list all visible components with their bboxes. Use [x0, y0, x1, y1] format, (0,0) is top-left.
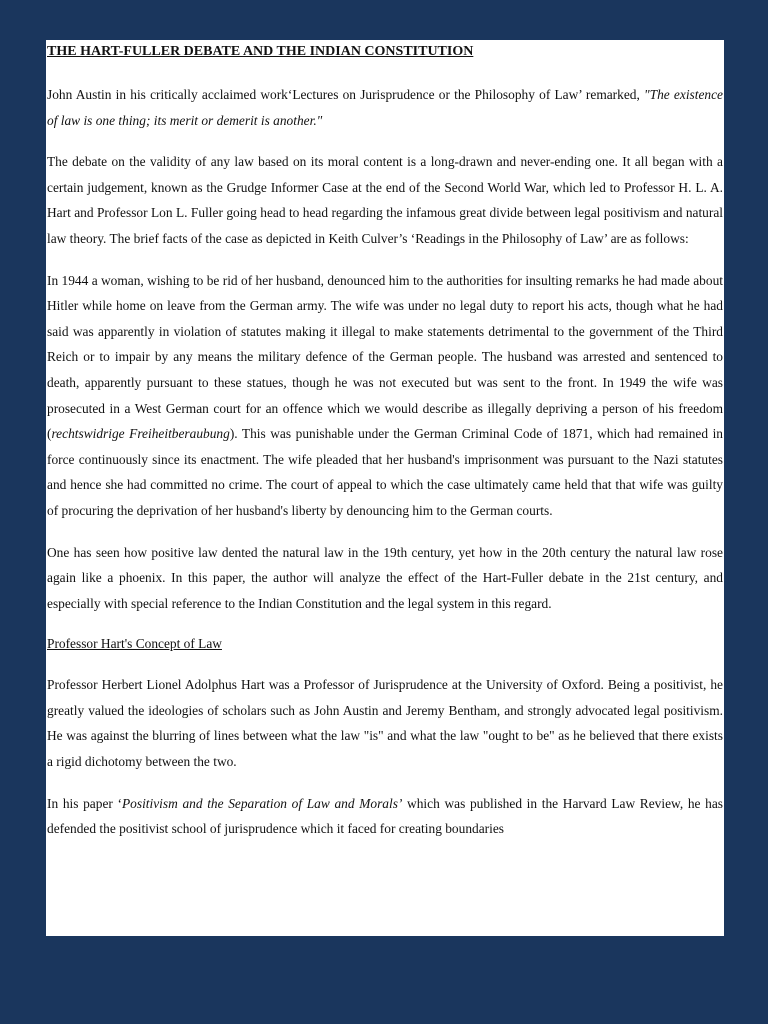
- section-heading-hart: Professor Hart's Concept of Law: [47, 636, 222, 652]
- paragraph-austin-text: John Austin in his critically acclaimed work‘Lectures on Jurisprudence or the Philosophy of Law’ remarked,: [47, 87, 645, 102]
- case-facts-text-b: ). This was punishable under the German Criminal Code of 1871, which had remained in force continuously since its enactment. The wife pleaded that her husband's imprisonment was pursuant to the Nazi statutes and hence she had committed no crime. The court of appeal to which the case ultimately came held that that wife was guilty of procuring the deprivation of her husband's liberty by denouncing him to the German courts.: [47, 426, 723, 518]
- paragraph-case-facts: [47, 268, 723, 524]
- paragraph-austin: [47, 82, 723, 133]
- paragraph-phoenix: One has seen how positive law dented the natural law in the 19th century, yet how in the 20th century the natural law rose again like a phoenix. In this paper, the author will analyze the effect of the Hart-Fuller debate in the 21st century, and especially with special reference to the Indian Constitution and the legal system in this regard.: [47, 544, 723, 611]
- case-facts-german-term: rechtswidrige Freiheitberaubung: [51, 426, 230, 442]
- austin-quote: "The existence of law is one thing; its merit or demerit is another.": [47, 87, 723, 128]
- paragraph-debate-intro: The debate on the validity of any law based on its moral content is a long-drawn and never-ending one. It all began with a certain judgement, known as the Grudge Informer Case at the end of the Second World War, which led to Professor H. L. A. Hart and Professor Lon L. Fuller going head to head regarding the infamous great divide between legal positivism and natural law theory. The brief facts of the case as depicted in Keith Culver’s ‘Readings in the Philosophy of Law’ are as follows:: [47, 154, 723, 246]
- document-title: THE HART-FULLER DEBATE AND THE INDIAN CONSTITUTION: [47, 44, 474, 59]
- paragraph-hart-bio: Professor Herbert Lionel Adolphus Hart was a Professor of Jurisprudence at the University of Oxford. Being a positivist, he greatly valued the ideologies of scholars such as John Austin and Jeremy Bentham, and strongly advocated legal positivism. He was against the blurring of lines between what the law "is" and what the law "ought to be" as he believed that there exists a rigid dichotomy between the two.: [47, 677, 723, 770]
- paragraph-hart-paper: [47, 791, 723, 842]
- hart-paper-title: Positivism and the Separation of Law and Morals’: [121, 795, 403, 811]
- hart-paper-text-b: which was published in the Harvard Law Review, he has defended the positivist school of jurisprudence which it faced for creating boundaries: [47, 795, 723, 837]
- hart-paper-text-a: In his paper ‘: [47, 795, 122, 811]
- document-page: [46, 40, 724, 936]
- case-facts-text-a: In 1944 a woman, wishing to be rid of her husband, denounced him to the authorities for insulting remarks he had made about Hitler while home on leave from the German army. The wife was under no legal duty to report his acts, though what he had said was apparently in violation of statutes making it illegal to make statements detrimental to the government of the Third Reich or to impair by any means the military defence of the German people. The husband was arrested and sentenced to death, apparently pursuant to these statues, though he was not executed but was sent to the front. In 1949 the wife was prosecuted in a West German court for an offence which we would describe as illegally depriving a person of his freedom (: [47, 272, 723, 442]
